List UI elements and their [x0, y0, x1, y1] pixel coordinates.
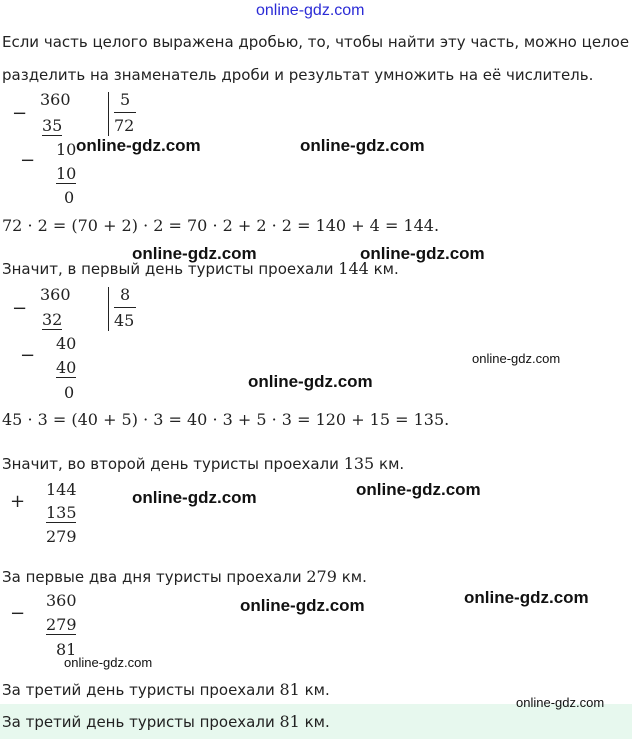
watermark: online-gdz.com [516, 695, 605, 710]
subtrahend-2: 10 [56, 164, 77, 183]
dividend: 360 [40, 90, 71, 109]
subtrahend-1: 35 [42, 116, 63, 135]
addend-2: 135 [46, 503, 77, 522]
watermark: online-gdz.com [132, 244, 257, 263]
zero-remainder: 0 [64, 188, 75, 207]
minus-sign: − [20, 150, 36, 171]
answer-text: За третий день туристы проехали [2, 713, 275, 731]
result-unit: км. [304, 681, 330, 699]
fraction-line [114, 307, 136, 308]
fraction-numerator: 8 [120, 285, 131, 304]
fraction-line [114, 112, 136, 113]
intro-line-1: Если часть целого выражена дробью, то, чтобы найти эту часть, можно целое [2, 33, 630, 51]
result-unit: км. [373, 260, 399, 278]
result-value: 135 [343, 454, 375, 473]
minus-sign: − [10, 603, 26, 624]
watermark: online-gdz.com [360, 244, 485, 263]
watermark: online-gdz.com [356, 480, 481, 499]
result-text: Значит, во второй день туристы проехали [2, 455, 339, 473]
watermark: online-gdz.com [240, 596, 365, 615]
answer-value: 81 [279, 712, 300, 731]
remainder: 40 [56, 334, 77, 353]
watermark: online-gdz.com [248, 372, 373, 391]
watermark: online-gdz.com [300, 136, 425, 155]
result-text: За первые два дня туристы проехали [2, 568, 302, 586]
result-value: 81 [279, 680, 300, 699]
plus-sign: + [10, 491, 26, 512]
division-bar [108, 92, 109, 136]
subtrahend-2: 40 [56, 358, 77, 377]
result-line-4 [2, 680, 330, 699]
addend-1: 144 [46, 480, 77, 499]
watermark: online-gdz.com [464, 588, 589, 607]
calculation-2: 45 · 3 = (40 + 5) · 3 = 40 · 3 + 5 · 3 = 120 + 15 = 135. [2, 410, 450, 429]
minus-sign: − [12, 298, 28, 319]
zero-remainder: 0 [64, 383, 75, 402]
fraction-denominator: 72 [114, 116, 135, 135]
difference: 81 [56, 640, 77, 659]
header-site-link[interactable]: online-gdz.com [256, 2, 365, 19]
result-line-2 [2, 454, 404, 473]
minuend: 360 [46, 591, 77, 610]
fraction-numerator: 5 [120, 90, 131, 109]
intro-line-2: разделить на знаменатель дроби и результат умножить на её числитель. [2, 66, 594, 84]
result-value: 144 [338, 259, 369, 278]
remainder: 10 [56, 140, 77, 159]
sum: 279 [46, 527, 77, 546]
answer-unit: км. [304, 713, 330, 731]
minus-sign: − [12, 103, 28, 124]
watermark: online-gdz.com [64, 655, 153, 670]
watermark: online-gdz.com [76, 136, 201, 155]
watermark: online-gdz.com [132, 488, 257, 507]
result-line-3 [2, 567, 367, 586]
fraction-denominator: 45 [114, 311, 135, 330]
result-unit: км. [341, 568, 367, 586]
calculation-1: 72 · 2 = (70 + 2) · 2 = 70 · 2 + 2 · 2 = 140 + 4 = 144. [2, 216, 440, 235]
result-text: Значит, в первый день туристы проехали [2, 260, 334, 278]
subtrahend-1: 32 [42, 310, 63, 329]
result-unit: км. [379, 455, 405, 473]
result-value: 279 [306, 567, 337, 586]
subtrahend: 279 [46, 615, 77, 634]
division-bar [108, 287, 109, 331]
minus-sign: − [20, 345, 36, 366]
watermark: online-gdz.com [472, 351, 561, 366]
answer-line [2, 712, 330, 731]
result-text: За третий день туристы проехали [2, 681, 275, 699]
dividend: 360 [40, 285, 71, 304]
